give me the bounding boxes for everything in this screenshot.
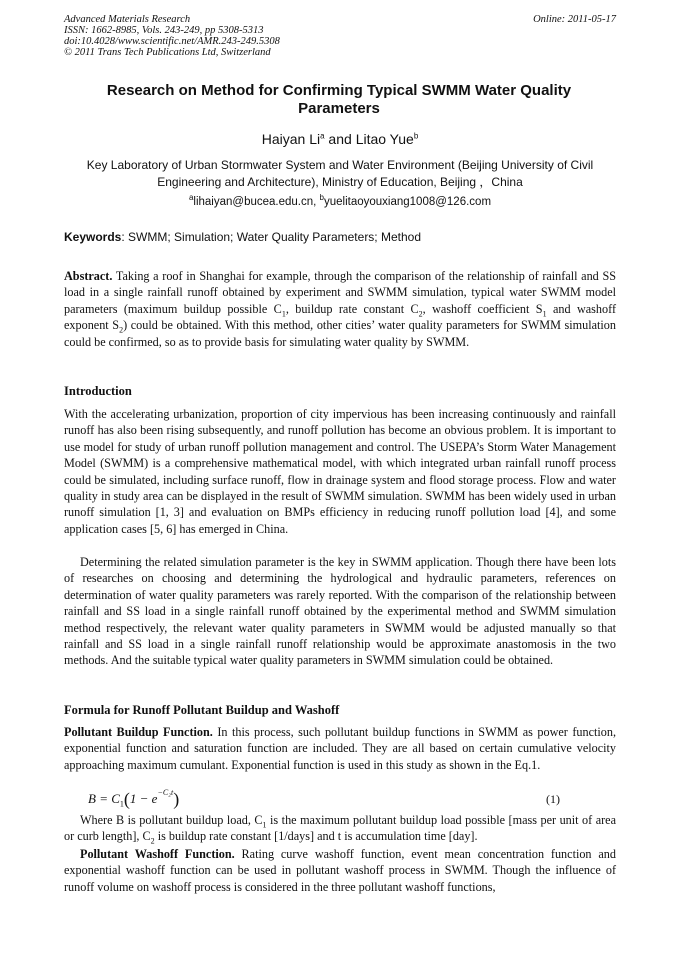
abstract-text: , washoff coefficient S [422, 301, 543, 316]
author-emails [64, 195, 616, 210]
introduction-paragraph-1: With the accelerating urbanization, proportion of city impervious has been increasing continuously and rainfall runoff has also been rising subsequently, and runoff pollution has become an obvious problem. It is important to use model for study of urban runoff pollution management and control. The USEPA’s Storm Water Management Model (SWMM) is a comprehensive mathematical model, with which integrated urban rainfall runoff process could be simulated, including surface runoff, flow in drainage system and flood storage process. Flow and water quality in study area can be displayed in the result of SWMM simulation. SWMM has been widely used in urban runoff simulation [1, 3] and evaluation on BMPs efficiency in reducing runoff pollution load [4], and some application cases [5, 6] has emerged in China. [64, 407, 616, 536]
subscript: 1 [542, 309, 547, 319]
author-1: Haiyan Li [261, 131, 321, 147]
journal-issn: ISSN: 1662-8985, Vols. 243-249, pp 5308-5313 [64, 25, 264, 36]
where-text: Where B is pollutant buildup load, C [80, 813, 263, 827]
subscript: 2 [418, 309, 423, 319]
author-conjunction: and [324, 131, 356, 147]
washoff-label: Pollutant Washoff Function. [80, 847, 235, 861]
abstract-text: , buildup rate constant C [285, 301, 419, 316]
washoff-paragraph [64, 846, 616, 895]
introduction-paragraph-2: Determining the related simulation parameter is the key in SWMM application. Though there have been lots of researches on choosing and determining the hydrological and hydraulic parameters, references on determination of water quality parameters was rarely reported. With the comparison of the relationship between rainfall and SS load in a single rainfall runoff obtained by the experimental method and SWMM simulation method respectively, the relevant water quality parameters in SWMM would be adjusted manually so that rainfall and SS load in a single rainfall runoff relationship would be approximate anastomosis in the two methods. And the suitable typical water quality parameters in SWMM simulation could be obtained. [64, 555, 616, 668]
author-1-sup: a [320, 131, 325, 141]
email-a: lihaiyan@bucea.edu.cn, [193, 196, 320, 208]
subscript: 1 [262, 820, 267, 830]
online-date: Online: 2011-05-17 [533, 14, 616, 25]
buildup-text: In this process, such pollutant buildup functions in SWMM as power function, exponential function and saturation function are included. They are all based on certain cumulative velocity approaching maximum cumulant. Exponential function is used in this study as shown in the Eq.1. [64, 725, 616, 772]
subscript: 2 [119, 325, 124, 335]
buildup-paragraph [64, 724, 616, 773]
equation-number: (1) [546, 792, 560, 806]
email-b-sup: b [319, 193, 324, 203]
email-a-sup: a [188, 193, 194, 203]
abstract-text: and washoff exponent S [64, 301, 617, 333]
formula-section-heading: Formula for Runoff Pollutant Buildup and Washoff [64, 703, 340, 717]
paper-title: Research on Method for Confirming Typical SWMM Water Quality Parameters [106, 82, 572, 117]
journal-header [64, 14, 616, 58]
equation-formula: $B = C_1(1 - e^{-C_2t})$ [88, 788, 180, 809]
where-text: is the maximum pollutant buildup load possible [mass per unit of area or curb length], C [64, 813, 616, 844]
equation-lhs: B = C [88, 791, 120, 806]
abstract-label: Abstract. [64, 269, 113, 283]
equation-1 [64, 788, 616, 810]
where-text: is buildup rate constant [1/days] and t is accumulation time [day]. [154, 829, 478, 844]
buildup-label: Pollutant Buildup Function. [64, 725, 213, 739]
keywords-text: : SWMM; Simulation; Water Quality Parameters; Method [121, 230, 422, 244]
subscript: 2 [150, 836, 155, 846]
journal-name: Advanced Materials Research [64, 14, 191, 25]
affiliation: Key Laboratory of Urban Stormwater System and Water Environment (Beijing University of Civil Engineering and Architecture), Ministry of Education, Beijing ，China [86, 158, 594, 189]
introduction-heading: Introduction [64, 384, 132, 398]
equation-term: 1 − e [129, 791, 158, 806]
author-2-sup: b [413, 131, 419, 141]
authors [64, 130, 616, 148]
keywords-label: Keywords [64, 230, 122, 244]
subscript: 1 [281, 309, 286, 319]
equation-subscript: 1 [119, 799, 124, 809]
keywords [64, 230, 616, 245]
abstract [64, 268, 616, 350]
equation-exponent: −C₂t [157, 788, 174, 797]
journal-doi: doi:10.4028/www.scientific.net/AMR.243-249.5308 [64, 36, 280, 47]
washoff-text: Rating curve washoff function, event mean concentration function and exponential washoff function can be used in pollutant washoff process in SWMM. Though the influence of runoff volume on washoff process is considered in the three pollutant washoff functions, [64, 847, 616, 894]
where-paragraph [64, 812, 616, 845]
author-2: Litao Yue [355, 131, 414, 147]
email-b: yuelitaoyouxiang1008@126.com [323, 196, 492, 208]
journal-copyright: © 2011 Trans Tech Publications Ltd, Switzerland [64, 47, 271, 58]
abstract-text: ) could be obtained. With this method, other cities’ water quality parameters for SWMM simulation could be confirmed, so as to provide basis for simulating water quality by SWMM. [64, 318, 616, 349]
abstract-text: Taking a roof in Shanghai for example, through the comparison of the relationship of rainfall and SS load in a single rainfall runoff obtained by experiment and SWMM simulation, typical water SWMM model parameters (maximum buildup possible C [64, 269, 616, 316]
